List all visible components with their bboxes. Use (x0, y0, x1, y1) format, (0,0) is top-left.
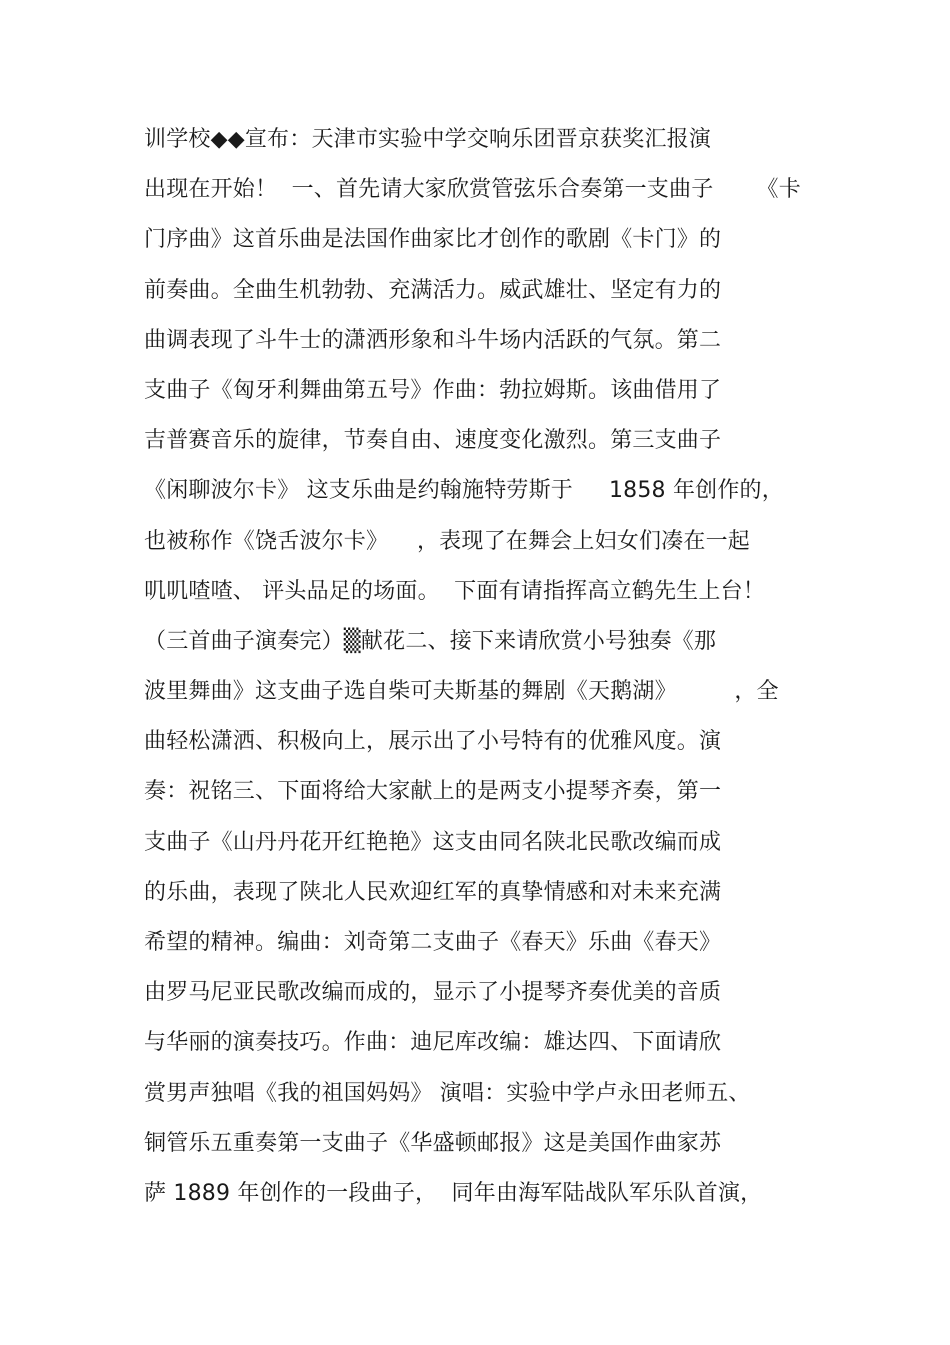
text-line-10: 叽叽喳喳、 评头品足的场面。 下面有请指挥高立鹤先生上台！ (144, 578, 765, 604)
text-line-13: 曲轻松潇洒、积极向上，展示出了小号特有的优雅风度。演 (144, 729, 722, 755)
text-line-20: 赏男声独唱《我的祖国妈妈》 演唱：实验中学卢永田老师五、 (144, 1080, 751, 1106)
text-line-6: 支曲子《匈牙利舞曲第五号》作曲：勃拉姆斯。该曲借用了 (144, 377, 722, 403)
text-line-2: 出现在开始！ 一、首先请大家欣赏管弦乐合奏第一支曲子 《卡 (144, 177, 801, 203)
text-line-14: 奏：祝铭三、下面将给大家献上的是两支小提琴齐奏，第一 (144, 779, 722, 805)
text-line-21: 铜管乐五重奏第一支曲子《华盛顿邮报》这是美国作曲家苏 (144, 1130, 722, 1156)
text-line-3: 门序曲》这首乐曲是法国作曲家比才创作的歌剧《卡门》的 (144, 227, 722, 253)
text-line-19: 与华丽的演奏技巧。作曲：迪尼库改编：雄达四、下面请欣 (144, 1030, 722, 1056)
text-line-11: （三首曲子演奏完）▒献花二、接下来请欣赏小号独奏《那 (144, 628, 717, 654)
text-line-1: 训学校◆◆宣布：天津市实验中学交响乐团晋京获奖汇报演 (144, 127, 712, 152)
text-line-7: 吉普赛音乐的旋律，节奏自由、速度变化激烈。第三支曲子 (144, 428, 722, 454)
text-line-17: 希望的精神。编曲：刘奇第二支曲子《春天》乐曲《春天》 (144, 930, 722, 955)
text-line-22: 萨 1889 年创作的一段曲子， 同年由海军陆战队军乐队首演， (144, 1180, 763, 1206)
body-text (144, 118, 824, 1222)
text-line-16: 的乐曲，表现了陕北人民欢迎红军的真挚情感和对未来充满 (144, 879, 722, 905)
text-line-9: 也被称作《饶舌波尔卡》 ，表现了在舞会上妇女们凑在一起 (144, 528, 750, 554)
text-line-5: 曲调表现了斗牛士的潇洒形象和斗牛场内活跃的气氛。第二 (144, 327, 722, 353)
text-line-12: 波里舞曲》这支曲子选自柴可夫斯基的舞剧《天鹅湖》 ，全 (144, 679, 779, 705)
text-line-18: 由罗马尼亚民歌改编而成的，显示了小提琴齐奏优美的音质 (144, 980, 722, 1006)
text-line-8: 《闲聊波尔卡》 这支乐曲是约翰施特劳斯于 1858 年创作的， (144, 478, 784, 504)
text-line-15: 支曲子《山丹丹花开红艳艳》这支由同名陕北民歌改编而成 (144, 829, 722, 855)
text-line-4: 前奏曲。全曲生机勃勃、充满活力。威武雄壮、坚定有力的 (144, 277, 722, 303)
